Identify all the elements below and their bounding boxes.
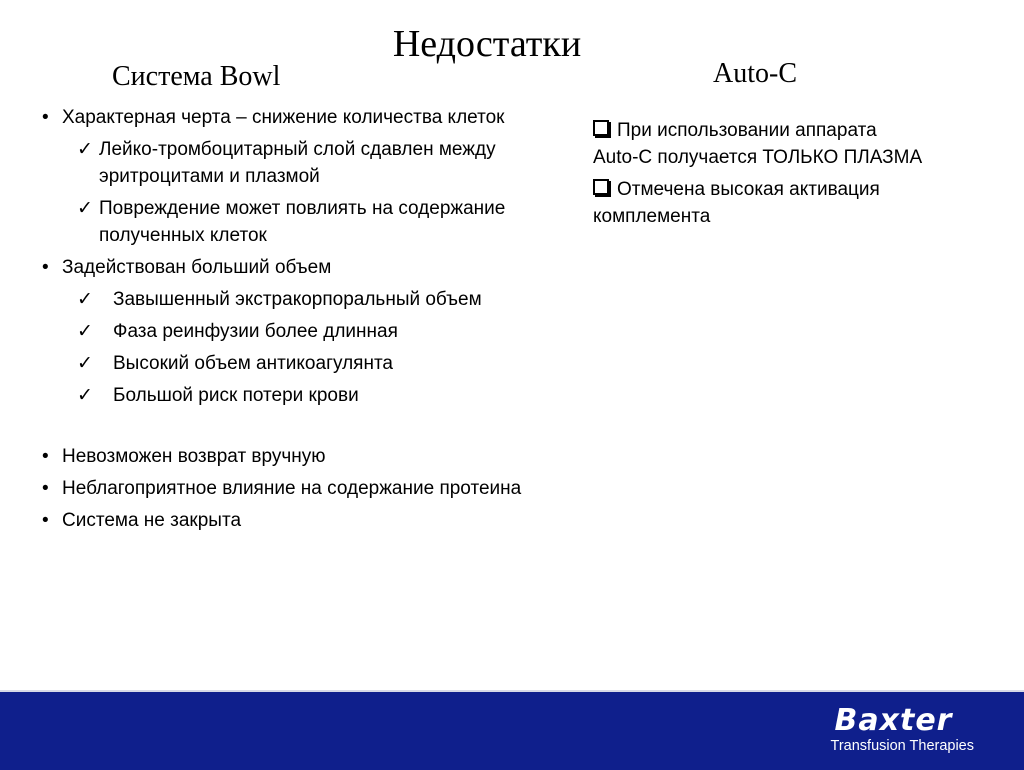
list-item <box>40 350 540 377</box>
list-item <box>40 136 540 190</box>
list-item <box>40 254 540 281</box>
checkmark-icon: ✓ <box>77 198 93 219</box>
right-column-heading: Auto-C <box>713 58 797 89</box>
left-column-heading: Система Bowl <box>112 61 281 92</box>
list-item <box>40 195 540 249</box>
logo-division: Transfusion Therapies <box>830 738 974 754</box>
list-item <box>40 382 540 409</box>
checkmark-icon: ✓ <box>77 321 93 342</box>
list-item-text: Завышенный экстракорпоральный объем <box>113 289 482 310</box>
bullet-marker: • <box>42 446 49 467</box>
list-item <box>40 507 540 534</box>
checkmark-icon: ✓ <box>77 385 93 406</box>
footer-band <box>0 690 1024 770</box>
right-column-list <box>593 117 923 235</box>
checkbox-bullet-icon <box>593 179 609 195</box>
bullet-marker: • <box>42 478 49 499</box>
list-item-text: Отмечена высокая активация комплемента <box>593 179 880 227</box>
list-item-text: Невозможен возврат вручную <box>62 446 326 467</box>
list-item-text: Повреждение может повлиять на содержание полученных клеток <box>99 198 506 246</box>
list-item <box>593 176 923 230</box>
bullet-marker: • <box>42 257 49 278</box>
list-item <box>40 286 540 313</box>
list-item-text: Система не закрыта <box>62 510 242 531</box>
baxter-logo <box>830 703 974 755</box>
list-item-text: Большой риск потери крови <box>113 385 359 406</box>
checkbox-bullet-icon <box>593 120 609 136</box>
list-item <box>593 117 923 171</box>
list-item-text: Лейко-тромбоцитарный слой сдавлен между эритроцитами и плазмой <box>99 139 496 187</box>
list-item-text: Неблагоприятное влияние на содержание протеина <box>62 478 522 499</box>
slide-title: Недостатки <box>392 23 582 65</box>
list-spacer <box>40 414 540 443</box>
list-item <box>40 104 540 131</box>
list-item <box>40 318 540 345</box>
list-item-text: Фаза реинфузии более длинная <box>113 321 398 342</box>
bullet-marker: • <box>42 107 49 128</box>
list-item <box>40 475 540 502</box>
checkmark-icon: ✓ <box>77 289 93 310</box>
checkmark-icon: ✓ <box>77 139 93 160</box>
logo-brand: Baxter <box>834 703 953 738</box>
list-item-text: При использовании аппарата Auto-C получается ТОЛЬКО ПЛАЗМА <box>593 120 923 168</box>
bullet-marker: • <box>42 510 49 531</box>
checkmark-icon: ✓ <box>77 353 93 374</box>
list-item-text: Высокий объем антикоагулянта <box>113 353 393 374</box>
left-column-list <box>40 104 540 539</box>
list-item-text: Характерная черта – снижение количества клеток <box>62 107 505 128</box>
list-item-text: Задействован больший объем <box>62 257 332 278</box>
list-item <box>40 443 540 470</box>
